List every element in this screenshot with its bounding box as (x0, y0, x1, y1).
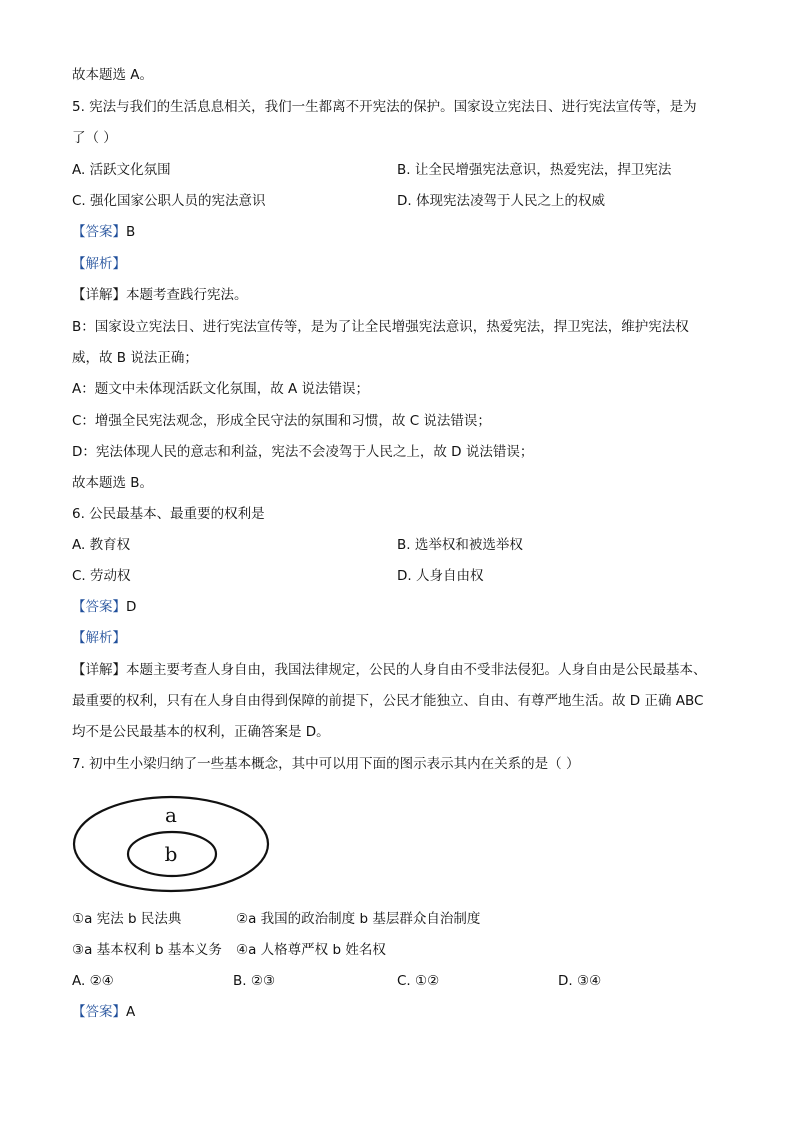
q5-detail-line (72, 286, 732, 304)
answer-tag: 【答案】 (72, 599, 126, 615)
detail-tag: 【详解】 (72, 287, 126, 303)
q5-option-c: C. 强化国家公职人员的宪法意识 (72, 193, 266, 209)
q4-conclusion: 故本题选 A。 (72, 67, 154, 83)
q6-stem: 6. 公民最基本、最重要的权利是 (72, 506, 265, 522)
q7-option-b: B. ②③ (233, 973, 276, 989)
q6-answer: D (126, 599, 137, 615)
q7-stem: 7. 初中生小梁归纳了一些基本概念，其中可以用下面的图示表示其内在关系的是（ ） (72, 756, 580, 772)
analysis-tag: 【解析】 (72, 256, 126, 272)
detail-tag: 【详解】 (72, 662, 126, 678)
nested-circles-diagram (72, 794, 272, 894)
q7-item-1: ①a 宪法 b 民法典 (72, 911, 182, 927)
answer-tag: 【答案】 (72, 1004, 126, 1020)
q6-detail-text: 最重要的权利，只有在人身自由得到保障的前提下，公民才能独立、自由、有尊严地生活。故 D 正确 ABC (72, 693, 704, 709)
q5-stem-line2: 了（ ） (72, 130, 117, 146)
q7-option-d: D. ③④ (558, 973, 602, 989)
q6-detail-text: 本题主要考查人身自由，我国法律规定，公民的人身自由不受非法侵犯。人身自由是公民最基本、 (126, 662, 707, 678)
q7-answer-line (72, 1003, 732, 1021)
q6-option-c: C. 劳动权 (72, 568, 131, 584)
answer-tag: 【答案】 (72, 224, 126, 240)
q7-option-c: C. ①② (397, 973, 440, 989)
q7-item-3: ③a 基本权利 b 基本义务 (72, 942, 222, 958)
q6-option-d: D. 人身自由权 (397, 568, 484, 584)
q7-item-2: ②a 我国的政治制度 b 基层群众自治制度 (236, 911, 481, 927)
q7-item-4: ④a 人格尊严权 b 姓名权 (236, 942, 386, 958)
q5-conclusion: 故本题选 B。 (72, 475, 154, 491)
q5-option-a: A. 活跃文化氛围 (72, 162, 171, 178)
q5-stem-line1: 5. 宪法与我们的生活息息相关，我们一生都离不开宪法的保护。国家设立宪法日、进行宪法宣传等，是为 (72, 99, 697, 115)
q5-explain-line: 威，故 B 说法正确； (72, 350, 198, 366)
q6-detail-line (72, 661, 732, 679)
outer-label: a (165, 803, 177, 827)
q5-detail-lead: 本题考查践行宪法。 (126, 287, 248, 303)
q6-answer-line (72, 598, 732, 616)
q7-answer: A (126, 1004, 136, 1020)
q5-explain-line: D：宪法体现人民的意志和利益，宪法不会凌驾于人民之上，故 D 说法错误； (72, 444, 534, 460)
inner-label: b (164, 842, 178, 866)
analysis-tag: 【解析】 (72, 630, 126, 646)
q7-option-a: A. ②④ (72, 973, 114, 989)
q5-analysis-line (72, 255, 732, 273)
q5-explain-line: A：题文中未体现活跃文化氛围，故 A 说法错误； (72, 381, 370, 397)
q6-analysis-line (72, 629, 732, 647)
q6-detail-text: 均不是公民最基本的权利，正确答案是 D。 (72, 724, 330, 740)
q6-option-b: B. 选举权和被选举权 (397, 537, 523, 553)
q5-option-b: B. 让全民增强宪法意识，热爱宪法，捍卫宪法 (397, 162, 672, 178)
q5-answer: B (126, 224, 136, 240)
q5-option-d: D. 体现宪法凌驾于人民之上的权威 (397, 193, 605, 209)
q5-explain-line: B：国家设立宪法日、进行宪法宣传等，是为了让全民增强宪法意识，热爱宪法，捍卫宪法，维护宪法权 (72, 319, 689, 335)
q6-option-a: A. 教育权 (72, 537, 131, 553)
q5-explain-line: C：增强全民宪法观念，形成全民守法的氛围和习惯，故 C 说法错误； (72, 413, 491, 429)
q5-answer-line (72, 223, 732, 241)
